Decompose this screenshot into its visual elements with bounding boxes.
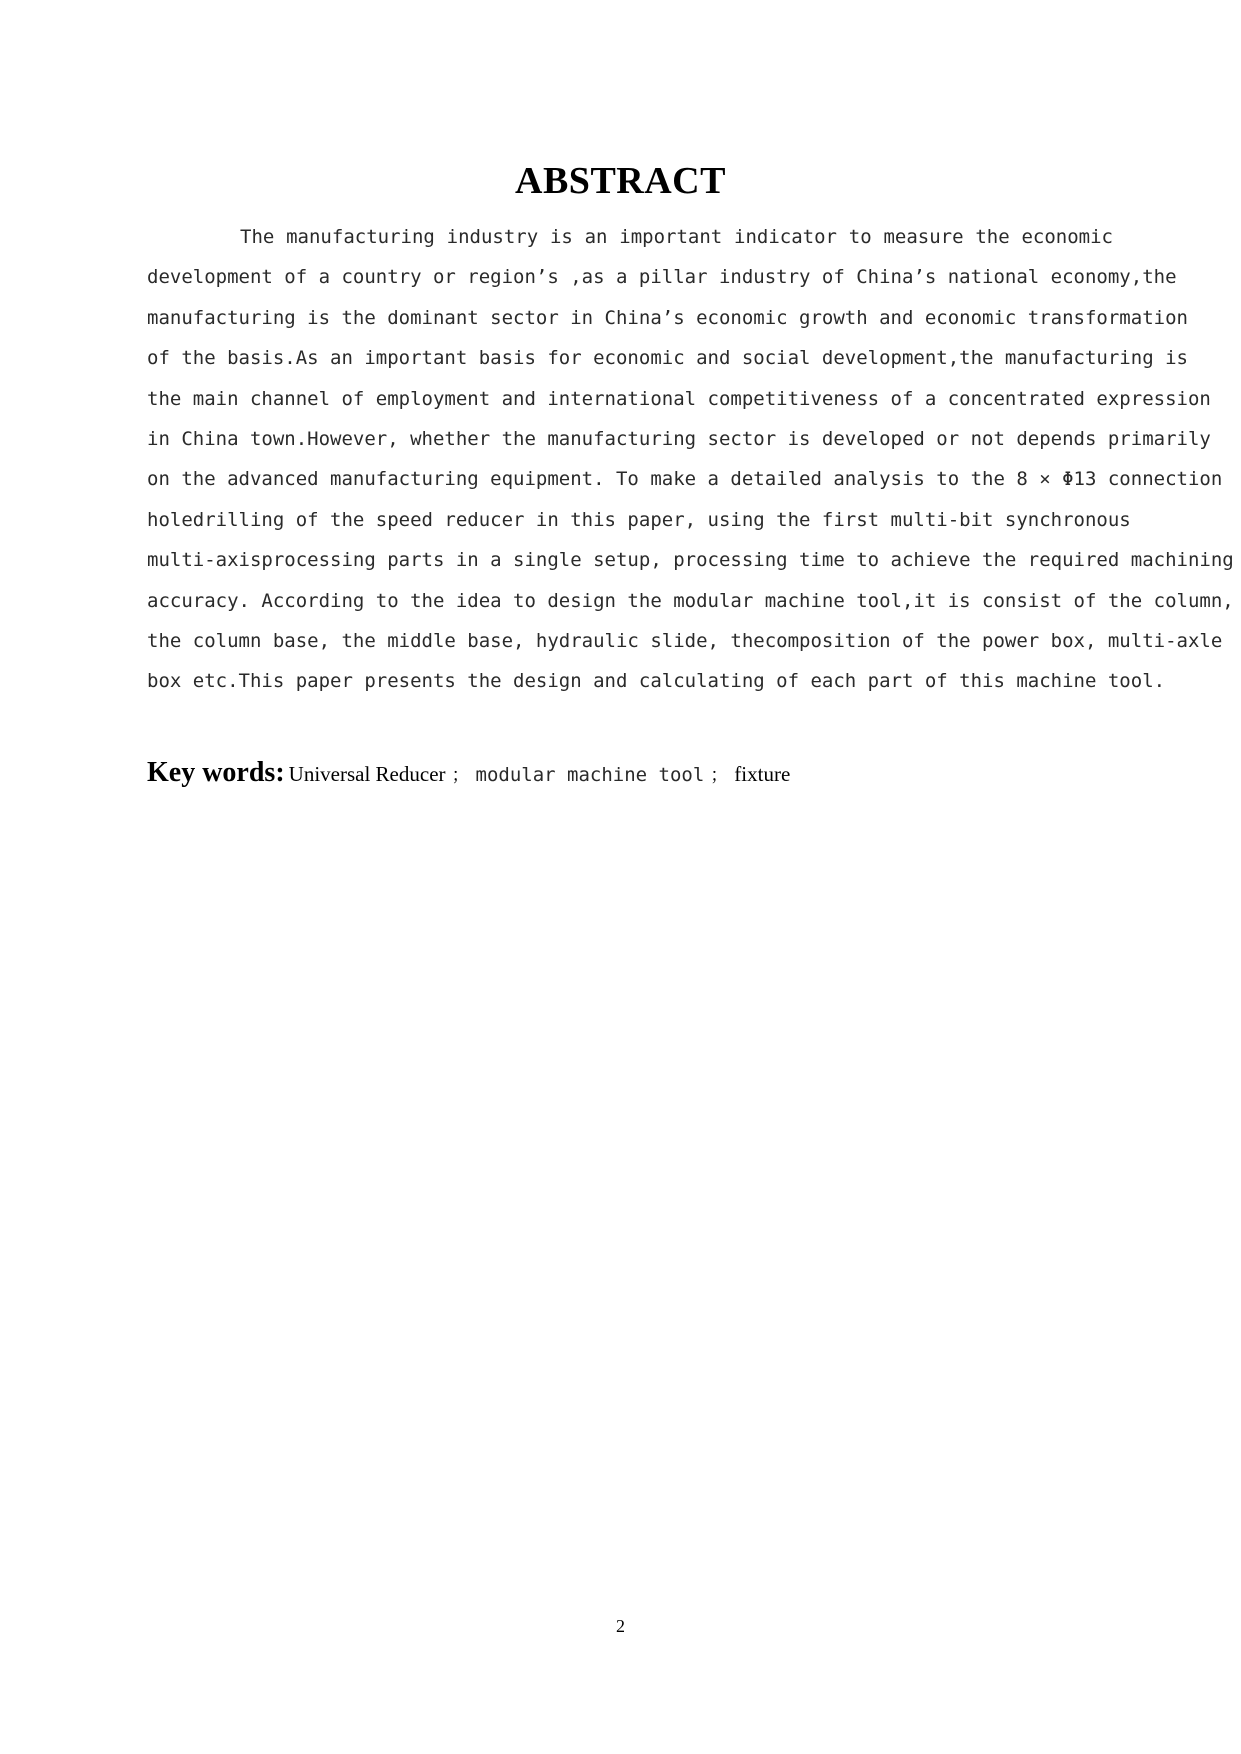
keyword-item: Universal Reducer [288,762,446,786]
abstract-line: multi-axisprocessing parts in a single setup, processing time to achieve the required machining [147,549,1234,572]
keywords-label: Key words: [147,757,285,788]
abstract-line: the main channel of employment and international competitiveness of a concentrated expression [147,387,1211,410]
abstract-line: manufacturing is the dominant sector in China’s economic growth and economic transformation [147,306,1188,329]
abstract-line: on the advanced manufacturing equipment. To make a detailed analysis to the 8 × Φ13 connection [147,468,1223,491]
abstract-title: ABSTRACT [515,160,726,202]
keyword-item: modular machine tool [475,764,705,786]
page-number: 2 [616,1616,625,1636]
abstract-line: the column base, the middle base, hydraulic slide, thecomposition of the power box, multi-axle [147,629,1223,652]
abstract-line: in China town.However, whether the manufacturing sector is developed or not depends primarily [147,427,1211,450]
abstract-line: development of a country or region’s ,as a pillar industry of China’s national economy,the [147,266,1177,289]
abstract-line: box etc.This paper presents the design and calculating of each part of this machine tool. [147,670,1166,693]
abstract-line: of the basis.As an important basis for economic and social development,the manufacturing is [147,347,1188,370]
abstract-line: holedrilling of the speed reducer in this paper, using the first multi-bit synchronous [147,508,1131,531]
abstract-paragraph [147,217,1234,702]
keyword-separator: ； [710,765,729,786]
keyword-item: fixture [734,762,791,786]
abstract-line: The manufacturing industry is an important indicator to measure the economic [240,226,1113,248]
abstract-line: accuracy. According to the idea to design the modular machine tool,it is consist of the column, [147,589,1234,612]
keywords-line [147,757,790,789]
keyword-separator: ； [451,765,470,786]
